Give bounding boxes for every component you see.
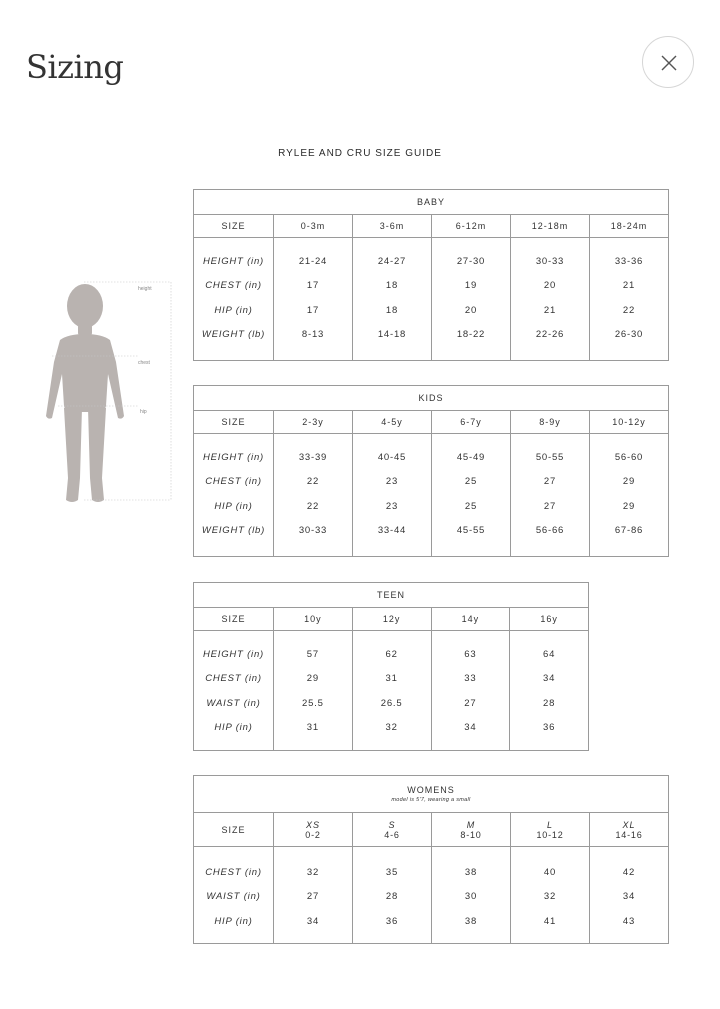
kids-col-values	[432, 434, 511, 557]
table-cell: 34	[464, 722, 477, 734]
row-label: HEIGHT (in)	[202, 452, 265, 463]
table-cell: 31	[385, 673, 398, 685]
womens-col-values	[353, 847, 432, 944]
table-cell: 22	[306, 500, 320, 512]
table-cell: 20	[543, 280, 557, 292]
table-cell: 56-66	[535, 525, 565, 537]
table-cell: 29	[306, 673, 319, 685]
table-cell: 21	[543, 304, 557, 316]
kids-col-4-5y: 4-5y	[353, 411, 432, 434]
womens-col-xl	[590, 813, 669, 847]
kids-col-8-9y: 8-9y	[511, 411, 590, 434]
kids-col-values	[274, 434, 353, 557]
size-guide-title: RYLEE AND CRU SIZE GUIDE	[278, 148, 442, 159]
row-label: HIP (in)	[214, 722, 253, 734]
row-label: HEIGHT (in)	[202, 256, 265, 267]
table-cell: 32	[306, 867, 320, 878]
womens-row-labels	[194, 847, 274, 944]
table-cell: 34	[306, 915, 320, 927]
size-name: M	[466, 819, 476, 830]
table-cell: 21	[622, 280, 636, 292]
baby-row-labels	[194, 238, 274, 361]
baby-col-values	[274, 238, 353, 361]
table-cell: 38	[464, 915, 478, 927]
teen-row-labels	[194, 631, 274, 751]
baby-size-header: SIZE	[194, 215, 274, 238]
table-cell: 27	[543, 500, 557, 512]
table-cell: 43	[622, 915, 636, 927]
table-cell: 22	[622, 304, 636, 316]
row-label: WAIST (in)	[206, 891, 261, 903]
kids-size-table	[193, 385, 669, 557]
kids-col-6-7y: 6-7y	[432, 411, 511, 434]
figure-label-chest: chest	[138, 360, 150, 366]
kids-table-caption: KIDS	[194, 386, 669, 411]
table-cell: 27	[306, 891, 320, 903]
table-cell: 45-55	[456, 525, 486, 537]
child-silhouette-icon	[38, 278, 178, 506]
baby-col-12-18m: 12-18m	[511, 215, 590, 238]
womens-col-m	[432, 813, 511, 847]
row-label: CHEST (in)	[205, 673, 262, 685]
table-cell: 23	[385, 476, 399, 488]
table-cell: 33-36	[614, 256, 644, 267]
baby-table-caption: BABY	[194, 190, 669, 215]
kids-row-labels	[194, 434, 274, 557]
table-cell: 14-18	[377, 329, 407, 341]
baby-col-values	[353, 238, 432, 361]
row-label: CHEST (in)	[205, 867, 262, 878]
kids-col-2-3y: 2-3y	[274, 411, 353, 434]
figure-label-hip: hip	[140, 409, 147, 415]
table-cell: 29	[622, 500, 636, 512]
womens-col-xs	[274, 813, 353, 847]
table-cell: 45-49	[456, 452, 486, 463]
table-cell: 25.5	[302, 697, 324, 709]
table-cell: 40	[543, 867, 557, 878]
baby-col-values	[511, 238, 590, 361]
table-cell: 27-30	[456, 256, 486, 267]
table-cell: 28	[543, 697, 556, 709]
teen-col-values	[352, 631, 431, 751]
table-cell: 30-33	[298, 525, 328, 537]
size-range: 10-12	[536, 829, 564, 840]
table-cell: 18	[385, 304, 399, 316]
table-cell: 20	[464, 304, 478, 316]
size-name: S	[388, 819, 396, 830]
teen-table-caption: TEEN	[194, 583, 589, 608]
table-cell: 26.5	[380, 697, 403, 709]
table-cell: 67-86	[614, 525, 644, 537]
womens-table-caption-block	[194, 776, 669, 813]
close-icon	[660, 54, 678, 72]
table-cell: 32	[385, 722, 398, 734]
womens-size-table	[193, 775, 669, 944]
table-cell: 32	[543, 891, 557, 903]
table-cell: 34	[543, 673, 556, 685]
table-cell: 25	[464, 500, 478, 512]
table-cell: 22-26	[535, 329, 565, 341]
womens-table-caption: WOMENS	[407, 785, 455, 795]
table-cell: 33-44	[377, 525, 407, 537]
table-cell: 41	[543, 915, 557, 927]
table-cell: 56-60	[614, 452, 644, 463]
table-cell: 28	[385, 891, 399, 903]
baby-col-3-6m: 3-6m	[353, 215, 432, 238]
size-name: L	[546, 819, 553, 830]
table-cell: 21-24	[298, 256, 328, 267]
table-cell: 17	[306, 280, 320, 292]
table-cell: 33-39	[298, 452, 328, 463]
table-cell: 30	[464, 891, 478, 903]
table-cell: 24-27	[377, 256, 407, 267]
table-cell: 29	[622, 476, 636, 488]
table-cell: 50-55	[535, 452, 565, 463]
row-label: CHEST (in)	[205, 476, 262, 488]
table-cell: 18	[385, 280, 399, 292]
womens-col-values	[511, 847, 590, 944]
table-cell: 38	[464, 867, 478, 878]
womens-col-values	[432, 847, 511, 944]
table-cell: 62	[385, 649, 398, 660]
row-label: HIP (in)	[214, 304, 253, 316]
teen-col-10y: 10y	[274, 608, 353, 631]
table-cell: 34	[622, 891, 636, 903]
womens-col-values	[590, 847, 669, 944]
table-cell: 36	[385, 915, 399, 927]
row-label: HEIGHT (in)	[202, 649, 265, 660]
womens-model-note: model is 5'7, wearing a small	[391, 797, 471, 803]
kids-col-values	[590, 434, 669, 557]
baby-col-18-24m: 18-24m	[590, 215, 669, 238]
teen-col-16y: 16y	[510, 608, 589, 631]
baby-col-values	[590, 238, 669, 361]
size-range: 8-10	[460, 829, 482, 840]
table-cell: 36	[543, 722, 556, 734]
table-cell: 18-22	[456, 329, 486, 341]
table-cell: 26-30	[614, 329, 644, 341]
table-cell: 40-45	[377, 452, 407, 463]
table-cell: 17	[306, 304, 320, 316]
row-label: HIP (in)	[214, 915, 253, 927]
teen-size-table	[193, 582, 589, 751]
child-silhouette-figure	[38, 278, 178, 506]
size-range: 4-6	[384, 829, 400, 840]
size-range: 0-2	[305, 829, 321, 840]
row-label: WEIGHT (lb)	[201, 329, 266, 341]
table-cell: 19	[464, 280, 478, 292]
kids-col-values	[353, 434, 432, 557]
table-cell: 63	[464, 649, 477, 660]
baby-col-0-3m: 0-3m	[274, 215, 353, 238]
table-cell: 64	[543, 649, 556, 660]
womens-size-header: SIZE	[194, 813, 274, 847]
row-label: WEIGHT (lb)	[201, 525, 266, 537]
table-cell: 57	[306, 649, 319, 660]
size-name: XS	[305, 819, 320, 830]
table-cell: 30-33	[535, 256, 565, 267]
size-range: 14-16	[615, 829, 643, 840]
table-cell: 27	[543, 476, 557, 488]
table-cell: 27	[464, 697, 477, 709]
teen-col-values	[431, 631, 510, 751]
row-label: HIP (in)	[214, 500, 253, 512]
table-cell: 23	[385, 500, 399, 512]
baby-size-table	[193, 189, 669, 361]
teen-col-14y: 14y	[431, 608, 510, 631]
page-title: Sizing	[26, 48, 124, 86]
table-cell: 31	[306, 722, 319, 734]
kids-size-header: SIZE	[194, 411, 274, 434]
row-label: CHEST (in)	[205, 280, 262, 292]
teen-col-values	[510, 631, 589, 751]
womens-col-values	[274, 847, 353, 944]
table-cell: 42	[622, 867, 636, 878]
teen-size-header: SIZE	[194, 608, 274, 631]
table-cell: 8-13	[301, 329, 325, 341]
row-label: WAIST (in)	[206, 697, 261, 709]
teen-col-12y: 12y	[352, 608, 431, 631]
size-name: XL	[622, 819, 636, 830]
kids-col-values	[511, 434, 590, 557]
baby-col-6-12m: 6-12m	[432, 215, 511, 238]
baby-col-values	[432, 238, 511, 361]
table-cell: 35	[385, 867, 399, 878]
table-cell: 25	[464, 476, 478, 488]
figure-label-height: height	[138, 286, 152, 292]
womens-col-l	[511, 813, 590, 847]
close-button[interactable]	[642, 36, 694, 88]
kids-col-10-12y: 10-12y	[590, 411, 669, 434]
table-cell: 22	[306, 476, 320, 488]
womens-col-s	[353, 813, 432, 847]
teen-col-values	[274, 631, 353, 751]
table-cell: 33	[464, 673, 477, 685]
